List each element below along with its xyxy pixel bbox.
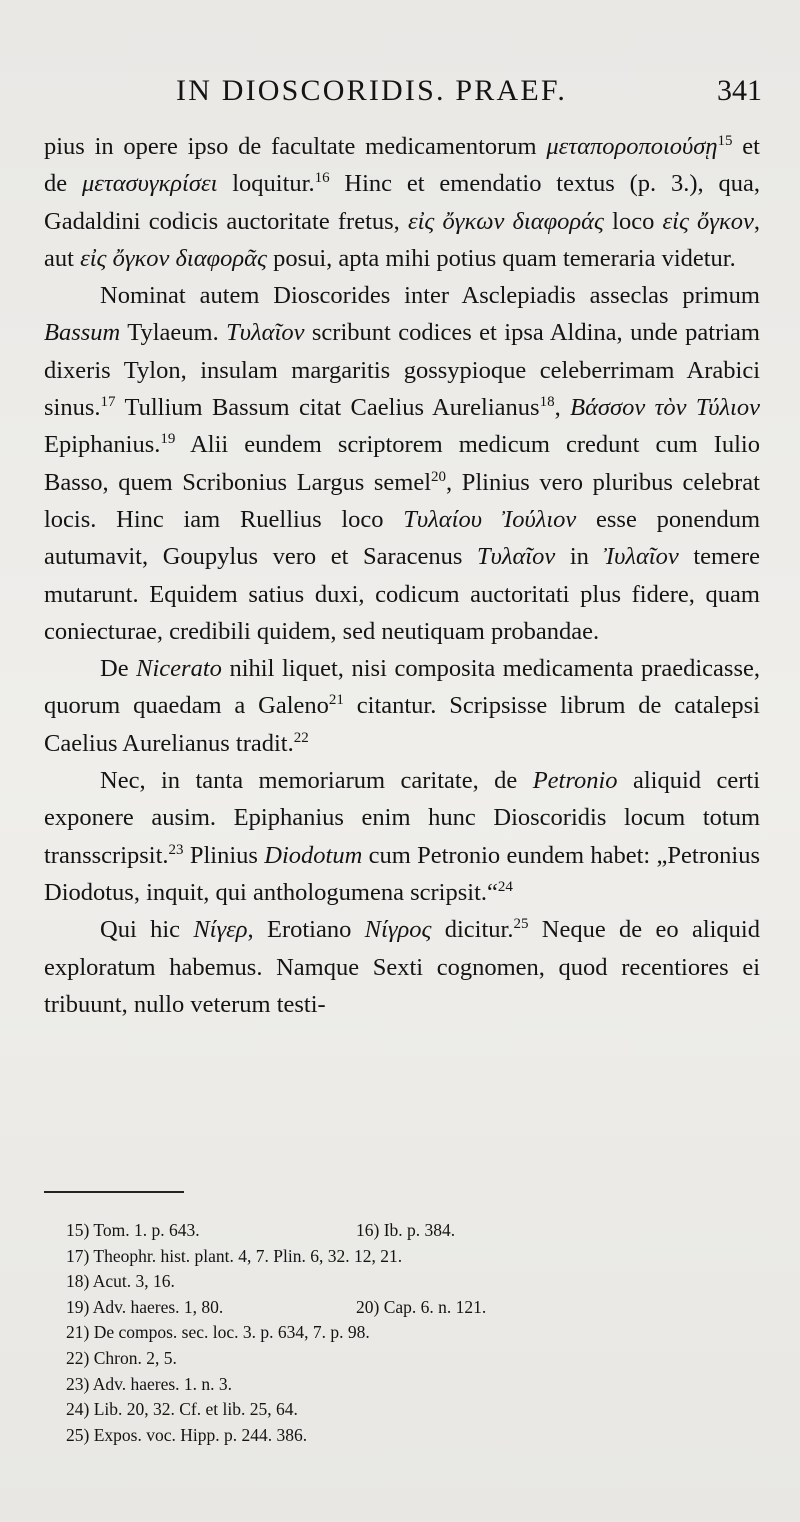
- footnote-marker: 18: [539, 394, 555, 411]
- italic-text: Petronio: [532, 767, 618, 795]
- paragraph: [44, 650, 760, 762]
- italic-text: μετασυγκρίσει: [81, 170, 218, 198]
- text-run: De: [100, 655, 137, 683]
- footnote-row: [66, 1423, 766, 1449]
- footnote-row: [66, 1244, 766, 1270]
- text-run: Qui hic: [100, 916, 194, 944]
- footnote-marker: 22: [293, 729, 309, 746]
- text-run: dicitur.: [431, 916, 514, 944]
- footnote-row: [66, 1218, 766, 1244]
- footnote: 24) Lib. 20, 32. Cf. et lib. 25, 64.: [66, 1399, 298, 1420]
- footnote: 18) Acut. 3, 16.: [66, 1271, 175, 1292]
- text-run: loco: [603, 207, 663, 235]
- body-text: [44, 128, 760, 1023]
- paragraph: [44, 128, 760, 277]
- italic-text: Τυλαῖον: [226, 319, 305, 347]
- running-header: [0, 74, 800, 114]
- text-run: , Erotiano: [247, 916, 365, 944]
- paragraph: [44, 277, 760, 650]
- text-run: Nominat autem Dioscorides inter Asclepiadis asseclas primum: [100, 282, 760, 310]
- text-run: ,: [554, 394, 571, 422]
- footnote-marker: 19: [160, 431, 176, 448]
- page-number: 341: [717, 74, 762, 107]
- italic-text: Diodotum: [264, 841, 363, 869]
- text-run: cum Petronio eundem habet: „Petronius Diodotus, inquit, qui anthologumena scripsit.“: [44, 841, 760, 906]
- footnote: 17) Theophr. hist. plant. 4, 7. Plin. 6, 32. 12, 21.: [66, 1245, 403, 1266]
- footnote: 19) Adv. haeres. 1, 80.: [66, 1296, 224, 1317]
- italic-text: εἰς ὄγκων διαφοράς: [407, 207, 604, 235]
- italic-text: μεταποροποιούσῃ: [546, 133, 718, 160]
- text-run: et de: [44, 133, 760, 198]
- footnote-marker: 16: [314, 170, 330, 187]
- footnote-marker: 15: [717, 133, 733, 149]
- text-run: nihil liquet, nisi composita medicamenta praedicasse, quorum quaedam a Galeno: [44, 655, 760, 720]
- italic-text: Nicerato: [136, 655, 222, 683]
- italic-text: Ἰυλαῖον: [603, 543, 679, 571]
- text-run: Neque de eo aliquid exploratum habemus. Namque Sexti cognomen, quod recentiores ei tribuunt, nullo veterum testi-: [44, 916, 760, 1018]
- footnote-row: [66, 1295, 766, 1321]
- text-run: aliquid certi exponere ausim. Epiphanius enim hunc Dioscoridis locum totum transscripsit.: [44, 767, 760, 869]
- footnote: 20) Cap. 6. n. 121.: [356, 1296, 487, 1317]
- text-run: posui, apta mihi potius quam temeraria videtur.: [266, 244, 736, 272]
- italic-text: εἰς ὄγκον διαφορᾶς: [80, 244, 267, 272]
- text-run: pius in opere ipso de facultate medicamentorum: [44, 133, 547, 160]
- text-run: Nec, in tanta memoriarum caritate, de: [100, 767, 533, 795]
- italic-text: Τυλαῖον: [476, 543, 556, 571]
- text-run: Alii eundem scriptorem medicum credunt cum Iulio Basso, quem Scribonius Largus semel: [44, 431, 760, 496]
- italic-text: εἰς ὄγκον: [662, 207, 754, 235]
- italic-text: Νίγρος: [364, 916, 432, 944]
- italic-text: Νίγερ: [193, 916, 248, 944]
- footnote: 21) De compos. sec. loc. 3. p. 634, 7. p. 98.: [66, 1322, 370, 1343]
- italic-text: Βάσσον τὸν Τύλιον: [570, 394, 760, 422]
- text-run: citantur. Scripsisse librum de catalepsi Caelius Aurelianus tradit.: [44, 692, 760, 757]
- text-run: temere mutarunt. Equidem satius duxi, codicum auctoritati plus fidere, quam coniecturae, credibili quidem, sed neutiquam probandae.: [44, 543, 760, 645]
- footnotes: [66, 1218, 766, 1448]
- footnote: 16) Ib. p. 384.: [356, 1220, 456, 1240]
- running-title: IN DIOSCORIDIS. PRAEF.: [176, 74, 568, 107]
- text-run: Tullium Bassum citat Caelius Aurelianus: [115, 394, 540, 422]
- footnote-row: [66, 1397, 766, 1423]
- paragraph: [44, 762, 760, 911]
- footnote-row: [66, 1269, 766, 1295]
- text-run: , Plinius vero pluribus celebrat locis. Hinc iam Ruellius loco: [44, 468, 760, 533]
- footnote-marker: 24: [497, 878, 513, 895]
- footnote-row: [66, 1346, 766, 1372]
- footnote-marker: 20: [431, 468, 447, 485]
- footnote-marker: 25: [513, 916, 529, 933]
- italic-text: Bassum: [44, 319, 121, 347]
- footnote-marker: 17: [100, 394, 116, 411]
- footnote: 15) Tom. 1. p. 643.: [66, 1220, 200, 1240]
- text-run: scribunt codices et ipsa Aldina, unde patriam dixeris Tylon, insulam margaritis gossypioque celeberrimam Arabici sinus.: [44, 319, 760, 422]
- footnote-row: [66, 1372, 766, 1398]
- italic-text: Τυλαίου Ἰούλιον: [403, 505, 577, 533]
- footnote-row: [66, 1320, 766, 1346]
- footnote-marker: 21: [328, 692, 344, 709]
- text-run: , aut: [44, 207, 760, 272]
- text-run: in: [555, 543, 604, 571]
- footnote: 25) Expos. voc. Hipp. p. 244. 386.: [66, 1424, 308, 1445]
- paragraph: [44, 911, 760, 1023]
- footnote: 23) Adv. haeres. 1. n. 3.: [66, 1373, 233, 1394]
- footnote-rule: [44, 1191, 184, 1193]
- text-run: Plinius: [183, 841, 265, 869]
- text-run: Tylaeum.: [120, 319, 227, 347]
- text-run: esse ponendum autumavit, Goupylus vero et Saracenus: [44, 505, 761, 571]
- text-run: Hinc et emendatio textus (p. 3.), qua, Gadaldini codicis auctoritate fretus,: [44, 170, 760, 235]
- footnote-marker: 23: [168, 841, 184, 858]
- footnote: 22) Chron. 2, 5.: [66, 1347, 177, 1368]
- text-run: loquitur.: [217, 170, 315, 198]
- text-run: Epiphanius.: [44, 431, 161, 459]
